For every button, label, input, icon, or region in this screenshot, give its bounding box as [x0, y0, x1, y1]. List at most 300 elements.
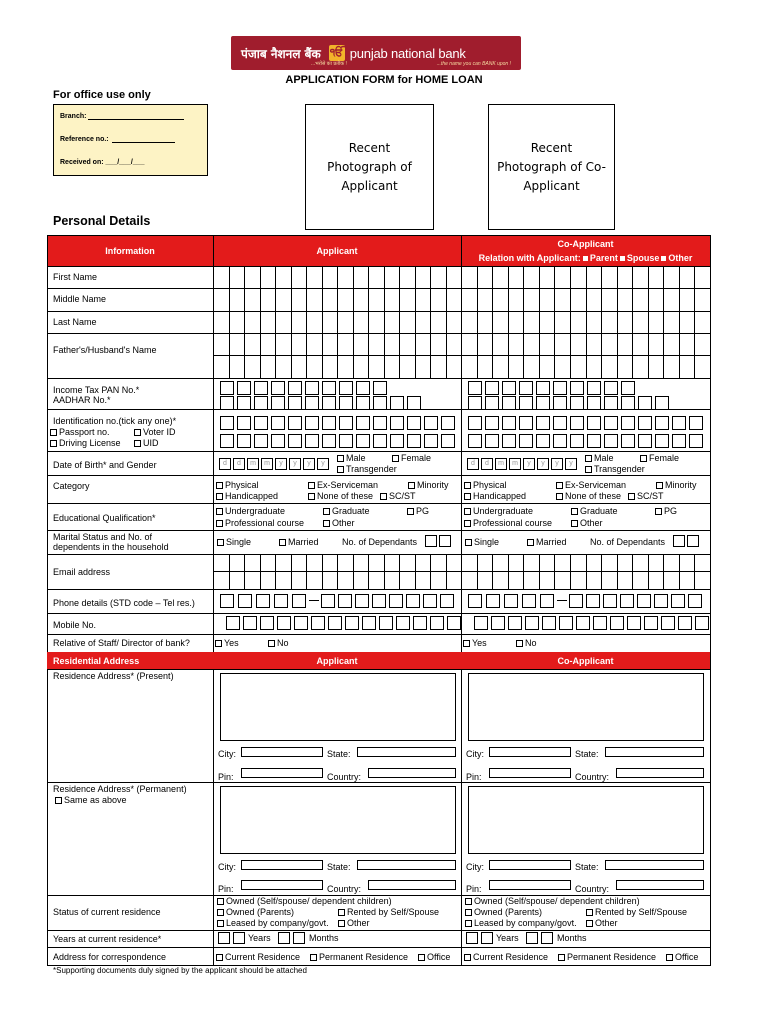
applicant-id-box[interactable] — [220, 434, 234, 448]
applicant-pan-box[interactable] — [373, 381, 387, 395]
coapplicant-relative-yes[interactable] — [463, 638, 487, 648]
applicant-id-box[interactable] — [390, 416, 404, 430]
applicant-email-cells-1[interactable] — [213, 554, 461, 571]
coapplicant-dependants-box[interactable] — [673, 535, 685, 547]
applicant-category-scst[interactable] — [380, 491, 416, 501]
coapplicant-phone-tel-box[interactable] — [586, 594, 600, 608]
applicant-mobile-box[interactable] — [226, 616, 240, 630]
applicant-edu-professional-checkbox[interactable] — [216, 520, 223, 527]
applicant-phone-tel-box[interactable] — [423, 594, 437, 608]
applicant-phone-tel-box[interactable] — [321, 594, 335, 608]
applicant-mobile-box[interactable] — [345, 616, 359, 630]
coapplicant-email-cells-1[interactable] — [461, 554, 710, 571]
applicant-category-minority-checkbox[interactable] — [408, 482, 415, 489]
coapplicant-mobile-box[interactable] — [644, 616, 658, 630]
coapplicant-middle-name-cells[interactable] — [461, 288, 710, 311]
coapplicant-id-box[interactable] — [621, 434, 635, 448]
applicant-marital-married[interactable] — [279, 537, 319, 547]
coapplicant-category-scst[interactable] — [628, 491, 664, 501]
coapplicant-id-box[interactable] — [536, 434, 550, 448]
coapplicant-edu-undergrad[interactable] — [464, 506, 533, 516]
coapplicant-gender-male[interactable] — [585, 453, 614, 463]
coapplicant-phone-std-box[interactable] — [540, 594, 554, 608]
applicant-phone-tel-box[interactable] — [406, 594, 420, 608]
applicant-id-box[interactable] — [254, 416, 268, 430]
coapplicant-relative-no-checkbox[interactable] — [516, 640, 523, 647]
coapplicant-phone-std-box[interactable] — [522, 594, 536, 608]
applicant-dob-box[interactable]: m — [261, 458, 273, 470]
applicant-phone-std-box[interactable] — [292, 594, 306, 608]
applicant-gender-transgender-checkbox[interactable] — [337, 466, 344, 473]
applicant-dob-box[interactable]: y — [289, 458, 301, 470]
applicant-pan-box[interactable] — [254, 381, 268, 395]
applicant-last-name-cells[interactable] — [213, 311, 461, 333]
applicant-id-box[interactable] — [305, 416, 319, 430]
applicant-aadhar-box[interactable] — [356, 396, 370, 410]
coapplicant-corr-current[interactable] — [464, 952, 548, 962]
coapplicant-marital-married-checkbox[interactable] — [527, 539, 534, 546]
coapplicant-gender-female[interactable] — [640, 453, 679, 463]
applicant-present-address-box[interactable] — [220, 673, 456, 741]
coapplicant-status-rented[interactable] — [586, 907, 687, 917]
applicant-email-cells-2[interactable] — [213, 571, 461, 589]
applicant-category-none[interactable] — [308, 491, 373, 501]
coapplicant-edu-other-checkbox[interactable] — [571, 520, 578, 527]
coapplicant-edu-other[interactable] — [571, 518, 603, 528]
coapplicant-mobile-box[interactable] — [661, 616, 675, 630]
applicant-aadhar-box[interactable] — [407, 396, 421, 410]
coapplicant-months-box[interactable] — [526, 932, 538, 944]
applicant-gender-transgender[interactable] — [337, 464, 397, 474]
applicant-status-other-checkbox[interactable] — [338, 920, 345, 927]
applicant-years-box[interactable] — [233, 932, 245, 944]
coapplicant-dob-box[interactable]: m — [495, 458, 507, 470]
coapplicant-aadhar-box[interactable] — [570, 396, 584, 410]
applicant-edu-undergrad[interactable] — [216, 506, 285, 516]
coapplicant-relative-yes-checkbox[interactable] — [463, 640, 470, 647]
applicant-mobile-box[interactable] — [413, 616, 427, 630]
applicant-category-scst-checkbox[interactable] — [380, 493, 387, 500]
coapplicant-status-owned-self-checkbox[interactable] — [465, 898, 472, 905]
coapplicant-edu-undergrad-checkbox[interactable] — [464, 508, 471, 515]
applicant-id-box[interactable] — [339, 434, 353, 448]
coapplicant-phone-std-box[interactable] — [486, 594, 500, 608]
applicant-mobile-box[interactable] — [243, 616, 257, 630]
applicant-id-box[interactable] — [407, 416, 421, 430]
applicant-dob-box[interactable]: m — [247, 458, 259, 470]
coapplicant-category-scst-checkbox[interactable] — [628, 493, 635, 500]
coapplicant-years-box[interactable] — [481, 932, 493, 944]
relation-other[interactable]: Other — [668, 252, 693, 263]
reference-field[interactable] — [112, 142, 175, 143]
coapplicant-edu-pg[interactable] — [655, 506, 677, 516]
applicant-id-box[interactable] — [407, 434, 421, 448]
applicant-father-name-cells-2[interactable] — [213, 355, 461, 378]
coapplicant-id-box[interactable] — [468, 434, 482, 448]
applicant-gender-female-checkbox[interactable] — [392, 455, 399, 462]
coapplicant-father-name-cells-2[interactable] — [461, 355, 710, 378]
coapplicant-category-minority-checkbox[interactable] — [656, 482, 663, 489]
applicant-mobile-box[interactable] — [311, 616, 325, 630]
applicant-phone-std-box[interactable] — [274, 594, 288, 608]
coapplicant-id-box[interactable] — [587, 416, 601, 430]
coapplicant-mobile-box[interactable] — [678, 616, 692, 630]
coapplicant-edu-graduate[interactable] — [571, 506, 618, 516]
coapplicant-present-pin-field[interactable] — [489, 768, 571, 778]
applicant-id-box[interactable] — [339, 416, 353, 430]
applicant-pan-box[interactable] — [220, 381, 234, 395]
applicant-status-owned-parents-checkbox[interactable] — [217, 909, 224, 916]
coapplicant-phone-tel-box[interactable] — [688, 594, 702, 608]
coapplicant-pan-box[interactable] — [604, 381, 618, 395]
applicant-edu-undergrad-checkbox[interactable] — [216, 508, 223, 515]
applicant-id-box[interactable] — [288, 416, 302, 430]
applicant-id-box[interactable] — [373, 434, 387, 448]
coapplicant-aadhar-box[interactable] — [655, 396, 669, 410]
coapplicant-pan-box[interactable] — [485, 381, 499, 395]
applicant-pan-box[interactable] — [322, 381, 336, 395]
coapplicant-mobile-box[interactable] — [508, 616, 522, 630]
coapplicant-last-name-cells[interactable] — [461, 311, 710, 333]
coapplicant-id-box[interactable] — [468, 416, 482, 430]
applicant-edu-pg[interactable] — [407, 506, 429, 516]
applicant-phone-tel-box[interactable] — [355, 594, 369, 608]
coapplicant-mobile-box[interactable] — [491, 616, 505, 630]
applicant-id-box[interactable] — [271, 434, 285, 448]
applicant-present-country-field[interactable] — [368, 768, 456, 778]
id-passport-option[interactable] — [50, 427, 110, 437]
applicant-dob-box[interactable]: y — [317, 458, 329, 470]
coapplicant-id-box[interactable] — [604, 416, 618, 430]
received-date-field[interactable]: ___/___/___ — [105, 159, 145, 166]
coapplicant-permanent-state-field[interactable] — [605, 860, 704, 870]
coapplicant-dob-box[interactable]: y — [523, 458, 535, 470]
coapplicant-category-none-checkbox[interactable] — [556, 493, 563, 500]
applicant-dob-box[interactable]: d — [233, 458, 245, 470]
applicant-id-box[interactable] — [424, 434, 438, 448]
applicant-status-owned-self[interactable] — [217, 896, 392, 906]
applicant-pan-box[interactable] — [356, 381, 370, 395]
applicant-category-handicapped[interactable] — [216, 491, 278, 501]
applicant-edu-graduate[interactable] — [323, 506, 370, 516]
applicant-father-name-cells-1[interactable] — [213, 333, 461, 355]
coapplicant-dob-box[interactable]: d — [481, 458, 493, 470]
coapplicant-present-city-field[interactable] — [489, 747, 571, 757]
applicant-aadhar-box[interactable] — [390, 396, 404, 410]
applicant-phone-tel-box[interactable] — [440, 594, 454, 608]
applicant-edu-other-checkbox[interactable] — [323, 520, 330, 527]
coapplicant-id-box[interactable] — [519, 416, 533, 430]
applicant-phone-tel-box[interactable] — [372, 594, 386, 608]
coapplicant-aadhar-box[interactable] — [468, 396, 482, 410]
coapplicant-email-cells-2[interactable] — [461, 571, 710, 589]
coapplicant-phone-tel-box[interactable] — [637, 594, 651, 608]
applicant-aadhar-box[interactable] — [237, 396, 251, 410]
coapplicant-id-box[interactable] — [485, 416, 499, 430]
coapplicant-permanent-address-box[interactable] — [468, 786, 704, 854]
coapplicant-aadhar-box[interactable] — [638, 396, 652, 410]
coapplicant-category-exserviceman-checkbox[interactable] — [556, 482, 563, 489]
applicant-edu-graduate-checkbox[interactable] — [323, 508, 330, 515]
applicant-phone-tel-box[interactable] — [389, 594, 403, 608]
applicant-id-box[interactable] — [424, 416, 438, 430]
applicant-status-leased-checkbox[interactable] — [217, 920, 224, 927]
coapplicant-id-box[interactable] — [689, 434, 703, 448]
applicant-status-rented-checkbox[interactable] — [338, 909, 345, 916]
coapplicant-mobile-box[interactable] — [610, 616, 624, 630]
coapplicant-phone-std-box[interactable] — [504, 594, 518, 608]
coapplicant-mobile-box[interactable] — [695, 616, 709, 630]
applicant-id-box[interactable] — [254, 434, 268, 448]
coapplicant-mobile-box[interactable] — [474, 616, 488, 630]
applicant-category-exserviceman[interactable] — [308, 480, 378, 490]
applicant-phone-std-box[interactable] — [220, 594, 234, 608]
applicant-corr-permanent[interactable] — [310, 952, 408, 962]
applicant-corr-current-checkbox[interactable] — [216, 954, 223, 961]
applicant-mobile-box[interactable] — [328, 616, 342, 630]
coapplicant-id-box[interactable] — [553, 434, 567, 448]
coapplicant-corr-permanent[interactable] — [558, 952, 656, 962]
coapplicant-years-box[interactable] — [466, 932, 478, 944]
applicant-pan-box[interactable] — [339, 381, 353, 395]
applicant-id-box[interactable] — [441, 416, 455, 430]
coapplicant-pan-box[interactable] — [553, 381, 567, 395]
coapplicant-id-box[interactable] — [502, 416, 516, 430]
applicant-corr-office-checkbox[interactable] — [418, 954, 425, 961]
coapplicant-pan-box[interactable] — [468, 381, 482, 395]
applicant-pan-box[interactable] — [288, 381, 302, 395]
coapplicant-edu-professional-checkbox[interactable] — [464, 520, 471, 527]
coapplicant-status-leased-checkbox[interactable] — [465, 920, 472, 927]
coapplicant-id-box[interactable] — [672, 434, 686, 448]
applicant-corr-current[interactable] — [216, 952, 300, 962]
id-uid-option[interactable] — [134, 438, 159, 448]
coapplicant-id-box[interactable] — [672, 416, 686, 430]
coapplicant-phone-std-box[interactable] — [468, 594, 482, 608]
coapplicant-id-box[interactable] — [655, 434, 669, 448]
same-as-above-option[interactable] — [55, 795, 127, 805]
applicant-mobile-box[interactable] — [260, 616, 274, 630]
coapplicant-category-handicapped[interactable] — [464, 491, 526, 501]
applicant-present-state-field[interactable] — [357, 747, 456, 757]
coapplicant-gender-female-checkbox[interactable] — [640, 455, 647, 462]
coapplicant-marital-married[interactable] — [527, 537, 567, 547]
applicant-years-box[interactable] — [218, 932, 230, 944]
coapplicant-phone-tel-box[interactable] — [620, 594, 634, 608]
coapplicant-pan-box[interactable] — [519, 381, 533, 395]
applicant-marital-single-checkbox[interactable] — [217, 539, 224, 546]
applicant-dob-box[interactable]: y — [275, 458, 287, 470]
coapplicant-photo-box[interactable] — [488, 104, 615, 230]
coapplicant-father-name-cells-1[interactable] — [461, 333, 710, 355]
coapplicant-aadhar-box[interactable] — [536, 396, 550, 410]
applicant-status-owned-parents[interactable] — [217, 907, 294, 917]
applicant-id-box[interactable] — [356, 434, 370, 448]
coapplicant-category-none[interactable] — [556, 491, 621, 501]
coapplicant-aadhar-box[interactable] — [553, 396, 567, 410]
coapplicant-pan-box[interactable] — [587, 381, 601, 395]
coapplicant-id-box[interactable] — [485, 434, 499, 448]
applicant-corr-office[interactable] — [418, 952, 450, 962]
coapplicant-id-box[interactable] — [570, 434, 584, 448]
coapplicant-phone-tel-box[interactable] — [654, 594, 668, 608]
applicant-mobile-box[interactable] — [379, 616, 393, 630]
applicant-id-box[interactable] — [441, 434, 455, 448]
coapplicant-category-physical-checkbox[interactable] — [464, 482, 471, 489]
applicant-pan-box[interactable] — [305, 381, 319, 395]
relation-parent[interactable]: Parent — [589, 252, 618, 263]
applicant-id-box[interactable] — [322, 434, 336, 448]
id-driving-option[interactable] — [50, 438, 121, 448]
coapplicant-phone-tel-box[interactable] — [671, 594, 685, 608]
applicant-status-rented[interactable] — [338, 907, 439, 917]
coapplicant-months-box[interactable] — [541, 932, 553, 944]
applicant-mobile-box[interactable] — [447, 616, 461, 630]
coapplicant-status-other-checkbox[interactable] — [586, 920, 593, 927]
applicant-id-box[interactable] — [271, 416, 285, 430]
applicant-edu-other[interactable] — [323, 518, 355, 528]
coapplicant-marital-single-checkbox[interactable] — [465, 539, 472, 546]
coapplicant-corr-current-checkbox[interactable] — [464, 954, 471, 961]
applicant-relative-no[interactable] — [268, 638, 289, 648]
coapplicant-aadhar-box[interactable] — [587, 396, 601, 410]
coapplicant-status-rented-checkbox[interactable] — [586, 909, 593, 916]
applicant-months-box[interactable] — [293, 932, 305, 944]
coapplicant-gender-male-checkbox[interactable] — [585, 455, 592, 462]
applicant-id-box[interactable] — [305, 434, 319, 448]
coapplicant-id-box[interactable] — [689, 416, 703, 430]
coapplicant-category-handicapped-checkbox[interactable] — [464, 493, 471, 500]
applicant-dob-box[interactable]: y — [303, 458, 315, 470]
applicant-permanent-state-field[interactable] — [357, 860, 456, 870]
applicant-gender-female[interactable] — [392, 453, 431, 463]
applicant-present-pin-field[interactable] — [241, 768, 323, 778]
coapplicant-id-box[interactable] — [604, 434, 618, 448]
coapplicant-dob-box[interactable]: y — [537, 458, 549, 470]
coapplicant-corr-office[interactable] — [666, 952, 698, 962]
applicant-middle-name-cells[interactable] — [213, 288, 461, 311]
coapplicant-corr-office-checkbox[interactable] — [666, 954, 673, 961]
applicant-id-box[interactable] — [390, 434, 404, 448]
coapplicant-dob-box[interactable]: y — [551, 458, 563, 470]
applicant-permanent-address-box[interactable] — [220, 786, 456, 854]
coapplicant-pan-box[interactable] — [502, 381, 516, 395]
relation-spouse[interactable]: Spouse — [626, 252, 660, 263]
coapplicant-aadhar-box[interactable] — [621, 396, 635, 410]
applicant-relative-yes-checkbox[interactable] — [215, 640, 222, 647]
coapplicant-aadhar-box[interactable] — [485, 396, 499, 410]
coapplicant-status-leased[interactable] — [465, 918, 577, 928]
applicant-aadhar-box[interactable] — [373, 396, 387, 410]
coapplicant-gender-transgender-checkbox[interactable] — [585, 466, 592, 473]
coapplicant-corr-permanent-checkbox[interactable] — [558, 954, 565, 961]
applicant-mobile-box[interactable] — [430, 616, 444, 630]
applicant-aadhar-box[interactable] — [254, 396, 268, 410]
coapplicant-id-box[interactable] — [638, 416, 652, 430]
coapplicant-edu-pg-checkbox[interactable] — [655, 508, 662, 515]
coapplicant-category-exserviceman[interactable] — [556, 480, 626, 490]
applicant-marital-single[interactable] — [217, 537, 251, 547]
coapplicant-id-box[interactable] — [570, 416, 584, 430]
applicant-id-box[interactable] — [322, 416, 336, 430]
applicant-id-box[interactable] — [220, 416, 234, 430]
applicant-dob-box[interactable]: d — [219, 458, 231, 470]
applicant-gender-male[interactable] — [337, 453, 366, 463]
coapplicant-mobile-box[interactable] — [627, 616, 641, 630]
coapplicant-status-owned-parents[interactable] — [465, 907, 542, 917]
applicant-id-box[interactable] — [288, 434, 302, 448]
coapplicant-permanent-pin-field[interactable] — [489, 880, 571, 890]
coapplicant-aadhar-box[interactable] — [519, 396, 533, 410]
coapplicant-present-state-field[interactable] — [605, 747, 704, 757]
coapplicant-id-box[interactable] — [502, 434, 516, 448]
applicant-mobile-box[interactable] — [294, 616, 308, 630]
coapplicant-present-address-box[interactable] — [468, 673, 704, 741]
applicant-category-none-checkbox[interactable] — [308, 493, 315, 500]
applicant-permanent-pin-field[interactable] — [241, 880, 323, 890]
coapplicant-id-box[interactable] — [536, 416, 550, 430]
coapplicant-mobile-box[interactable] — [525, 616, 539, 630]
coapplicant-dob-box[interactable]: y — [565, 458, 577, 470]
applicant-permanent-country-field[interactable] — [368, 880, 456, 890]
applicant-edu-professional[interactable] — [216, 518, 304, 528]
branch-field[interactable] — [88, 119, 184, 120]
applicant-aadhar-box[interactable] — [220, 396, 234, 410]
coapplicant-pan-box[interactable] — [536, 381, 550, 395]
coapplicant-dependants-box[interactable] — [687, 535, 699, 547]
applicant-category-physical-checkbox[interactable] — [216, 482, 223, 489]
applicant-pan-box[interactable] — [237, 381, 251, 395]
applicant-category-exserviceman-checkbox[interactable] — [308, 482, 315, 489]
applicant-aadhar-box[interactable] — [339, 396, 353, 410]
coapplicant-category-minority[interactable] — [656, 480, 697, 490]
coapplicant-dob-box[interactable]: m — [509, 458, 521, 470]
coapplicant-status-owned-self[interactable] — [465, 896, 640, 906]
applicant-gender-male-checkbox[interactable] — [337, 455, 344, 462]
applicant-status-owned-self-checkbox[interactable] — [217, 898, 224, 905]
applicant-relative-yes[interactable] — [215, 638, 239, 648]
applicant-marital-married-checkbox[interactable] — [279, 539, 286, 546]
coapplicant-permanent-country-field[interactable] — [616, 880, 704, 890]
coapplicant-id-box[interactable] — [587, 434, 601, 448]
coapplicant-pan-box[interactable] — [621, 381, 635, 395]
coapplicant-category-physical[interactable] — [464, 480, 507, 490]
coapplicant-mobile-box[interactable] — [559, 616, 573, 630]
coapplicant-mobile-box[interactable] — [593, 616, 607, 630]
applicant-category-handicapped-checkbox[interactable] — [216, 493, 223, 500]
coapplicant-present-country-field[interactable] — [616, 768, 704, 778]
applicant-category-minority[interactable] — [408, 480, 449, 490]
applicant-mobile-box[interactable] — [362, 616, 376, 630]
coapplicant-id-box[interactable] — [655, 416, 669, 430]
applicant-mobile-box[interactable] — [396, 616, 410, 630]
applicant-aadhar-box[interactable] — [305, 396, 319, 410]
applicant-mobile-box[interactable] — [277, 616, 291, 630]
coapplicant-id-box[interactable] — [638, 434, 652, 448]
applicant-edu-pg-checkbox[interactable] — [407, 508, 414, 515]
coapplicant-marital-single[interactable] — [465, 537, 499, 547]
coapplicant-permanent-city-field[interactable] — [489, 860, 571, 870]
applicant-aadhar-box[interactable] — [288, 396, 302, 410]
coapplicant-phone-tel-box[interactable] — [603, 594, 617, 608]
coapplicant-gender-transgender[interactable] — [585, 464, 645, 474]
applicant-aadhar-box[interactable] — [271, 396, 285, 410]
applicant-present-city-field[interactable] — [241, 747, 323, 757]
coapplicant-id-box[interactable] — [519, 434, 533, 448]
applicant-aadhar-box[interactable] — [322, 396, 336, 410]
applicant-status-other[interactable] — [338, 918, 370, 928]
applicant-dependants-box[interactable] — [439, 535, 451, 547]
